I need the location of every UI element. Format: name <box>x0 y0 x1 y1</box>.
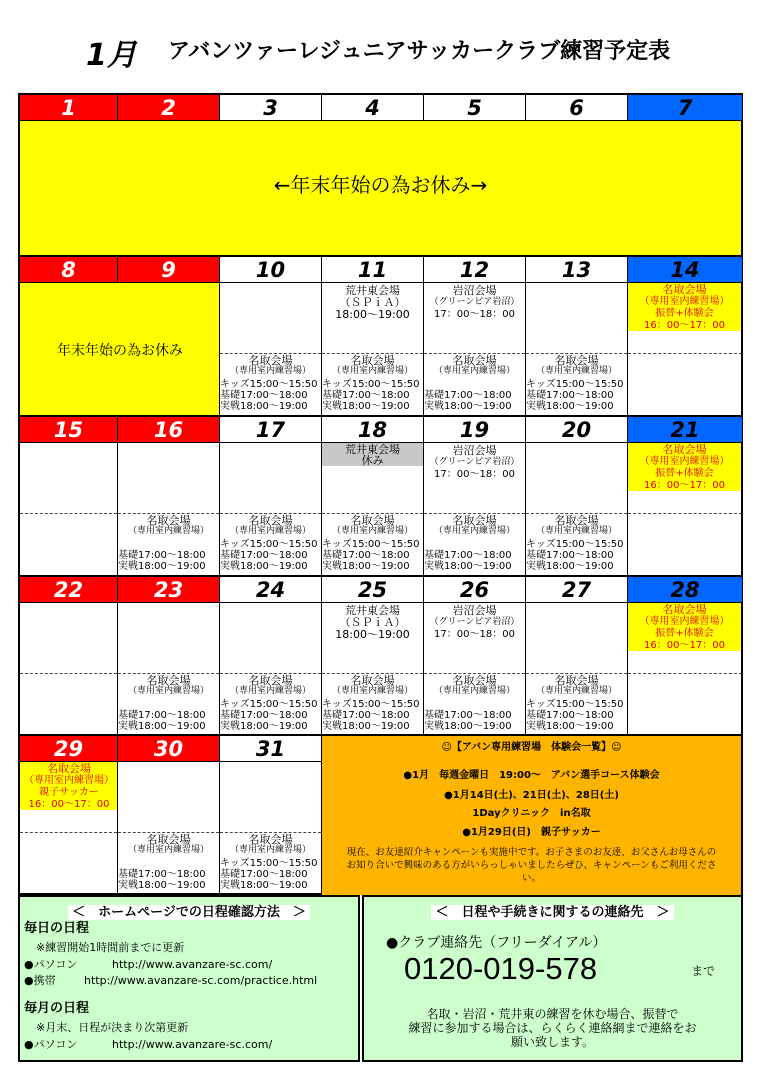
day-header: 7 <box>628 95 743 121</box>
pc-label-2: ●パソコン <box>24 1038 78 1051</box>
phone-number[interactable]: 0120-019-578 <box>404 951 598 986</box>
homepage-heading: ＜ ホームページでの日程確認方法 ＞ <box>20 901 358 920</box>
venue-sub: （グリーンピア岩沼） <box>429 617 520 627</box>
day-header: 17 <box>220 417 322 443</box>
time-text: 16：00～17：00 <box>644 640 725 651</box>
event-note: 振替+体験会 <box>655 308 714 319</box>
venue-name: 荒井東会場 <box>345 443 400 456</box>
venue-name: 名取会場 <box>350 514 395 527</box>
week-divider <box>20 734 741 736</box>
event-line: ●1月14日(土)、21日(土)、28日(土) <box>444 790 619 801</box>
event-line: ●1月 毎週金曜日 19:00～ アバン選手コース体験会 <box>403 770 660 781</box>
event-note: 振替+体験会 <box>655 628 714 639</box>
schedule-title: アバンツァーレジュニアサッカークラブ練習予定表 <box>168 39 671 64</box>
time-text: 18:00～19:00 <box>335 628 410 641</box>
time-jissen: 実戦18:00～19:00 <box>220 721 308 732</box>
day-header: 19 <box>424 417 526 443</box>
venue-sub: （専用室内練習場） <box>433 686 515 696</box>
day-header: 30 <box>118 736 220 762</box>
time-jissen: 実戦18:00～19:00 <box>118 880 206 891</box>
day-header: 31 <box>220 736 322 762</box>
venue-name: 岩沼会場 <box>452 604 497 617</box>
venue-sub: （専用室内練習場） <box>331 526 413 536</box>
venue-sub: （専用室内練習場） <box>24 775 114 786</box>
time-jissen: 実戦18:00～19:00 <box>220 880 308 891</box>
contact-note-1: 名取・岩沼・荒井東の練習を休む場合、振替で <box>426 1007 679 1021</box>
venue-name: 荒井東会場 <box>345 284 400 297</box>
venue-name: 名取会場 <box>248 354 293 367</box>
time-text: 17：00～18：00 <box>434 629 515 640</box>
day-header: 5 <box>424 95 526 121</box>
time-basic: 基礎17:00～18:00 <box>322 390 410 401</box>
daily-note: ※練習開始1時間前までに更新 <box>36 941 185 954</box>
time-basic: 基礎17:00～18:00 <box>118 550 206 561</box>
day-header: 26 <box>424 577 526 603</box>
day-header: 21 <box>628 417 743 443</box>
time-kids: キッズ15:00～15:50 <box>322 539 420 550</box>
slot-divider <box>628 673 742 674</box>
venue-name: 名取会場 <box>554 514 599 527</box>
week-divider <box>20 415 741 417</box>
time-jissen: 実戦18:00～19:00 <box>424 561 512 572</box>
venue-name: 岩沼会場 <box>452 284 497 297</box>
time-basic: 基礎17:00～18:00 <box>220 710 308 721</box>
venue-sub: （専用室内練習場） <box>331 366 413 376</box>
day-header: 18 <box>322 417 424 443</box>
event-line: お知り合いで興味のある方がいらっしゃいましたらぜひ、キャンペーンもご利用くださ <box>346 860 717 871</box>
venue-sub: （専用室内練習場） <box>535 526 617 536</box>
slot-divider <box>628 513 742 514</box>
time-basic: 基礎17:00～18:00 <box>118 710 206 721</box>
event-line: 1Dayクリニック in名取 <box>472 808 591 819</box>
time-basic: 基礎17:00～18:00 <box>526 710 614 721</box>
time-jissen: 実戦18:00～19:00 <box>220 561 308 572</box>
time-basic: 基礎17:00～18:00 <box>220 390 308 401</box>
day-header: 6 <box>526 95 628 121</box>
day-header: 20 <box>526 417 628 443</box>
venue-sub: （専用室内練習場） <box>331 686 413 696</box>
page-title <box>0 28 765 72</box>
day-header: 11 <box>322 257 424 283</box>
venue-name: 名取会場 <box>662 283 707 296</box>
day-header: 29 <box>20 736 118 762</box>
venue-name: 名取会場 <box>554 354 599 367</box>
pc-url-link-2[interactable]: http://www.avanzare-sc.com/ <box>112 1038 273 1051</box>
event-line: 現在、お友達紹介キャンペーンも実施中です。お子さまのお友達、お父さんお母さんの <box>346 847 717 858</box>
venue-sub: （専用室内練習場） <box>127 845 209 855</box>
venue-sub: （専用室内練習場） <box>639 296 730 307</box>
venue-sub: （専用室内練習場） <box>433 526 515 536</box>
time-basic: 基礎17:00～18:00 <box>118 869 206 880</box>
venue-name: 名取会場 <box>47 762 91 775</box>
venue-sub: （専用室内練習場） <box>229 366 311 376</box>
day-header: 2 <box>118 95 220 121</box>
event-title: ☺【アバン専用練習場 体験会一覧】☺ <box>441 742 622 753</box>
week-divider <box>20 575 741 577</box>
venue-name: 名取会場 <box>350 674 395 687</box>
venue-name: 名取会場 <box>662 443 707 456</box>
venue-name: 名取会場 <box>146 833 191 846</box>
day-header: 23 <box>118 577 220 603</box>
contact-heading: ＜ 日程や手続きに関するの連絡先 ＞ <box>364 901 741 920</box>
day-header: 3 <box>220 95 322 121</box>
time-basic: 基礎17:00～18:00 <box>322 710 410 721</box>
monthly-title: 毎月の日程 <box>24 1001 90 1016</box>
time-text: 17：00～18：00 <box>434 469 515 480</box>
venue-name: 名取会場 <box>146 674 191 687</box>
contact-info-box <box>362 895 743 1062</box>
time-kids: キッズ15:00～15:50 <box>220 379 318 390</box>
venue-name: 荒井東会場 <box>345 604 400 617</box>
time-jissen: 実戦18:00～19:00 <box>526 401 614 412</box>
time-text: 16：00～17：00 <box>28 799 110 810</box>
contact-note-3: 願い致します。 <box>510 1035 595 1049</box>
time-jissen: 実戦18:00～19:00 <box>322 721 410 732</box>
time-basic: 基礎17:00～18:00 <box>220 550 308 561</box>
day-header: 28 <box>628 577 743 603</box>
day-header: 1 <box>20 95 118 121</box>
holiday-banner: ←年末年始の為お休み→ <box>273 173 488 197</box>
time-kids: キッズ15:00～15:50 <box>526 539 624 550</box>
pc-label: ●パソコン <box>24 958 78 971</box>
day-header: 4 <box>322 95 424 121</box>
time-basic: 基礎17:00～18:00 <box>424 550 512 561</box>
time-kids: キッズ15:00～15:50 <box>220 858 318 869</box>
day-header: 24 <box>220 577 322 603</box>
time-jissen: 実戦18:00～19:00 <box>118 561 206 572</box>
venue-sub: （ＳＰｉＡ） <box>339 616 406 629</box>
time-basic: 基礎17:00～18:00 <box>424 390 512 401</box>
time-kids: キッズ15:00～15:50 <box>526 699 624 710</box>
slot-divider <box>628 353 742 354</box>
time-jissen: 実戦18:00～19:00 <box>424 401 512 412</box>
day-header: 14 <box>628 257 743 283</box>
time-text: 16：00～17：00 <box>644 480 725 491</box>
time-text: 17：00～18：00 <box>434 309 515 320</box>
time-kids: キッズ15:00～15:50 <box>322 379 420 390</box>
calendar <box>18 93 743 895</box>
venue-sub: （ＳＰｉＡ） <box>339 296 406 309</box>
venue-name: 名取会場 <box>146 514 191 527</box>
time-jissen: 実戦18:00～19:00 <box>118 721 206 732</box>
time-jissen: 実戦18:00～19:00 <box>322 561 410 572</box>
time-text: 16：00～17：00 <box>644 320 725 331</box>
time-text: 18:00～19:00 <box>335 308 410 321</box>
venue-name: 名取会場 <box>452 514 497 527</box>
event-line: い。 <box>521 873 541 884</box>
slot-divider <box>20 673 117 674</box>
day-header: 13 <box>526 257 628 283</box>
event-note: 振替+体験会 <box>655 468 714 479</box>
venue-sub: （専用室内練習場） <box>535 686 617 696</box>
time-kids: キッズ15:00～15:50 <box>322 699 420 710</box>
time-kids: キッズ15:00～15:50 <box>220 539 318 550</box>
homepage-info-box <box>18 895 360 1062</box>
mobile-url-link[interactable]: http://www.avanzare-sc.com/practice.html <box>84 974 318 987</box>
contact-label: ●クラブ連絡先（フリーダイアル） <box>386 935 607 951</box>
venue-sub: （専用室内練習場） <box>433 366 515 376</box>
time-basic: 基礎17:00～18:00 <box>424 710 512 721</box>
venue-sub: （専用室内練習場） <box>127 686 209 696</box>
month-label: 1月 <box>86 38 137 73</box>
time-basic: 基礎17:00～18:00 <box>220 869 308 880</box>
day-header: 16 <box>118 417 220 443</box>
time-basic: 基礎17:00～18:00 <box>526 550 614 561</box>
event-note: 親子サッカー <box>39 787 99 798</box>
slot-divider <box>20 832 117 833</box>
venue-sub: （専用室内練習場） <box>535 366 617 376</box>
time-jissen: 実戦18:00～19:00 <box>322 401 410 412</box>
venue-name: 名取会場 <box>350 354 395 367</box>
time-basic: 基礎17:00～18:00 <box>322 550 410 561</box>
venue-sub: （専用室内練習場） <box>639 616 730 627</box>
holiday-text: 年末年始の為お休み <box>57 343 183 359</box>
day-header: 12 <box>424 257 526 283</box>
time-jissen: 実戦18:00～19:00 <box>220 401 308 412</box>
venue-sub: （専用室内練習場） <box>229 526 311 536</box>
day-header: 9 <box>118 257 220 283</box>
venue-sub: （グリーンピア岩沼） <box>429 297 520 307</box>
event-line: ●1月29日(日) 親子サッカー <box>462 827 601 838</box>
day-header: 22 <box>20 577 118 603</box>
contact-note-2: 練習に参加する場合は、らくらく連絡網まで連絡をお <box>408 1021 697 1035</box>
closed-text: 休み <box>361 454 384 467</box>
pc-url-link[interactable]: http://www.avanzare-sc.com/ <box>112 958 273 971</box>
venue-name: 名取会場 <box>248 514 293 527</box>
day-header: 27 <box>526 577 628 603</box>
time-jissen: 実戦18:00～19:00 <box>424 721 512 732</box>
daily-title: 毎日の日程 <box>24 921 90 936</box>
venue-sub: （グリーンピア岩沼） <box>429 457 520 467</box>
venue-name: 名取会場 <box>452 354 497 367</box>
day-header: 15 <box>20 417 118 443</box>
venue-name: 名取会場 <box>248 833 293 846</box>
time-basic: 基礎17:00～18:00 <box>526 390 614 401</box>
time-jissen: 実戦18:00～19:00 <box>526 561 614 572</box>
venue-name: 名取会場 <box>248 674 293 687</box>
venue-sub: （専用室内練習場） <box>229 686 311 696</box>
venue-name: 名取会場 <box>554 674 599 687</box>
mobile-label: ●携帯 <box>24 974 56 987</box>
time-kids: キッズ15:00～15:50 <box>220 699 318 710</box>
venue-name: 名取会場 <box>452 674 497 687</box>
monthly-note: ※月末、日程が決まり次第更新 <box>36 1021 189 1034</box>
time-jissen: 実戦18:00～19:00 <box>526 721 614 732</box>
day-header: 8 <box>20 257 118 283</box>
slot-divider <box>20 513 117 514</box>
day-header: 25 <box>322 577 424 603</box>
venue-sub: （専用室内練習場） <box>229 845 311 855</box>
venue-name: 名取会場 <box>662 603 707 616</box>
week-divider <box>20 255 741 257</box>
venue-sub: （専用室内練習場） <box>639 456 730 467</box>
time-kids: キッズ15:00～15:50 <box>526 379 624 390</box>
day-header: 10 <box>220 257 322 283</box>
phone-suffix: まで <box>691 964 716 978</box>
venue-name: 岩沼会場 <box>452 444 497 457</box>
venue-sub: （専用室内練習場） <box>127 526 209 536</box>
